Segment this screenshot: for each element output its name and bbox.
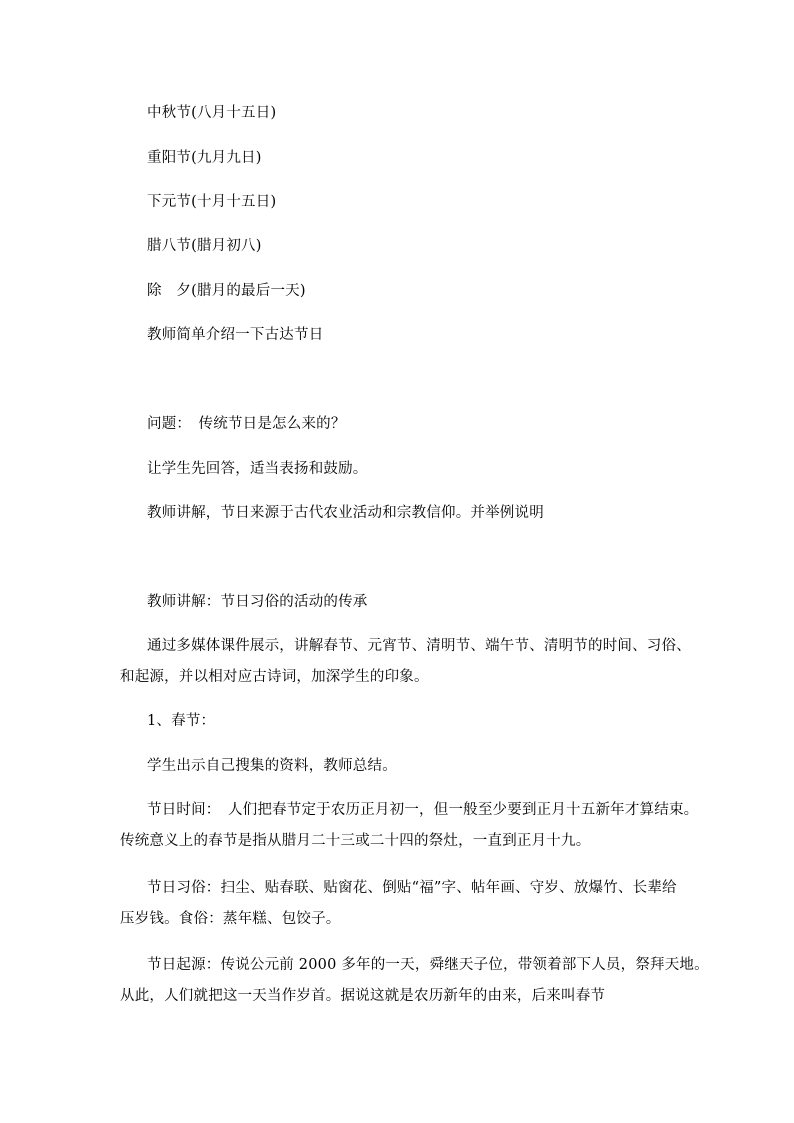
text-line-festival-time-2: 传统意义上的春节是指从腊月二十三或二十四的祭灶，一直到正月十九。 — [120, 833, 591, 849]
text-line-festival-origin-1: 节日起源：传说公元前 2000 多年的一天，舜继天子位，带领着部下人员，祭拜天地。 — [147, 957, 709, 973]
text-line-festival-customs-2: 压岁钱。食俗：蒸年糕、包饺子。 — [120, 911, 341, 927]
text-line-teacher-explain-origin: 教师讲解，节日来源于古代农业活动和宗教信仰。并举例说明 — [147, 505, 544, 521]
text-line-multimedia-1: 通过多媒体课件展示，讲解春节、元宵节、清明节、端午节、清明节的时间、习俗、 — [147, 638, 691, 654]
text-line-students-materials: 学生出示自己搜集的资料，教师总结。 — [147, 758, 397, 774]
text-line-students-answer: 让学生先回答，适当表扬和鼓励。 — [147, 461, 368, 477]
text-line-mid-autumn: 中秋节(八月十五日) — [147, 105, 277, 121]
text-line-multimedia-2: 和起源，并以相对应古诗词，加深学生的印象。 — [120, 669, 429, 685]
text-line-festival-time-1: 节日时间： 人们把春节定于农历正月初一，但一般至少要到正月十五新年才算结束。 — [147, 802, 699, 818]
text-line-festival-origin-2: 从此，人们就把这一天当作岁首。据说这就是农历新年的由来，后来叫春节 — [120, 988, 606, 1004]
text-line-teacher-intro: 教师简单介绍一下古达节日 — [147, 327, 324, 343]
text-line-teacher-explain-customs: 教师讲解：节日习俗的活动的传承 — [147, 594, 368, 610]
text-line-xiayuan: 下元节(十月十五日) — [147, 194, 277, 210]
text-line-question: 问题： 传统节日是怎么来的？ — [147, 416, 346, 432]
text-line-double-ninth: 重阳节(九月九日) — [147, 150, 262, 166]
section-heading-spring-festival: 1、春节： — [147, 713, 216, 729]
text-line-festival-customs-1: 节日习俗：扫尘、贴春联、贴窗花、倒贴“福”字、帖年画、守岁、放爆竹、长辈给 — [147, 880, 677, 896]
text-line-new-years-eve: 除 夕(腊月的最后一天) — [147, 283, 306, 299]
text-line-laba: 腊八节(腊月初八) — [147, 238, 262, 254]
